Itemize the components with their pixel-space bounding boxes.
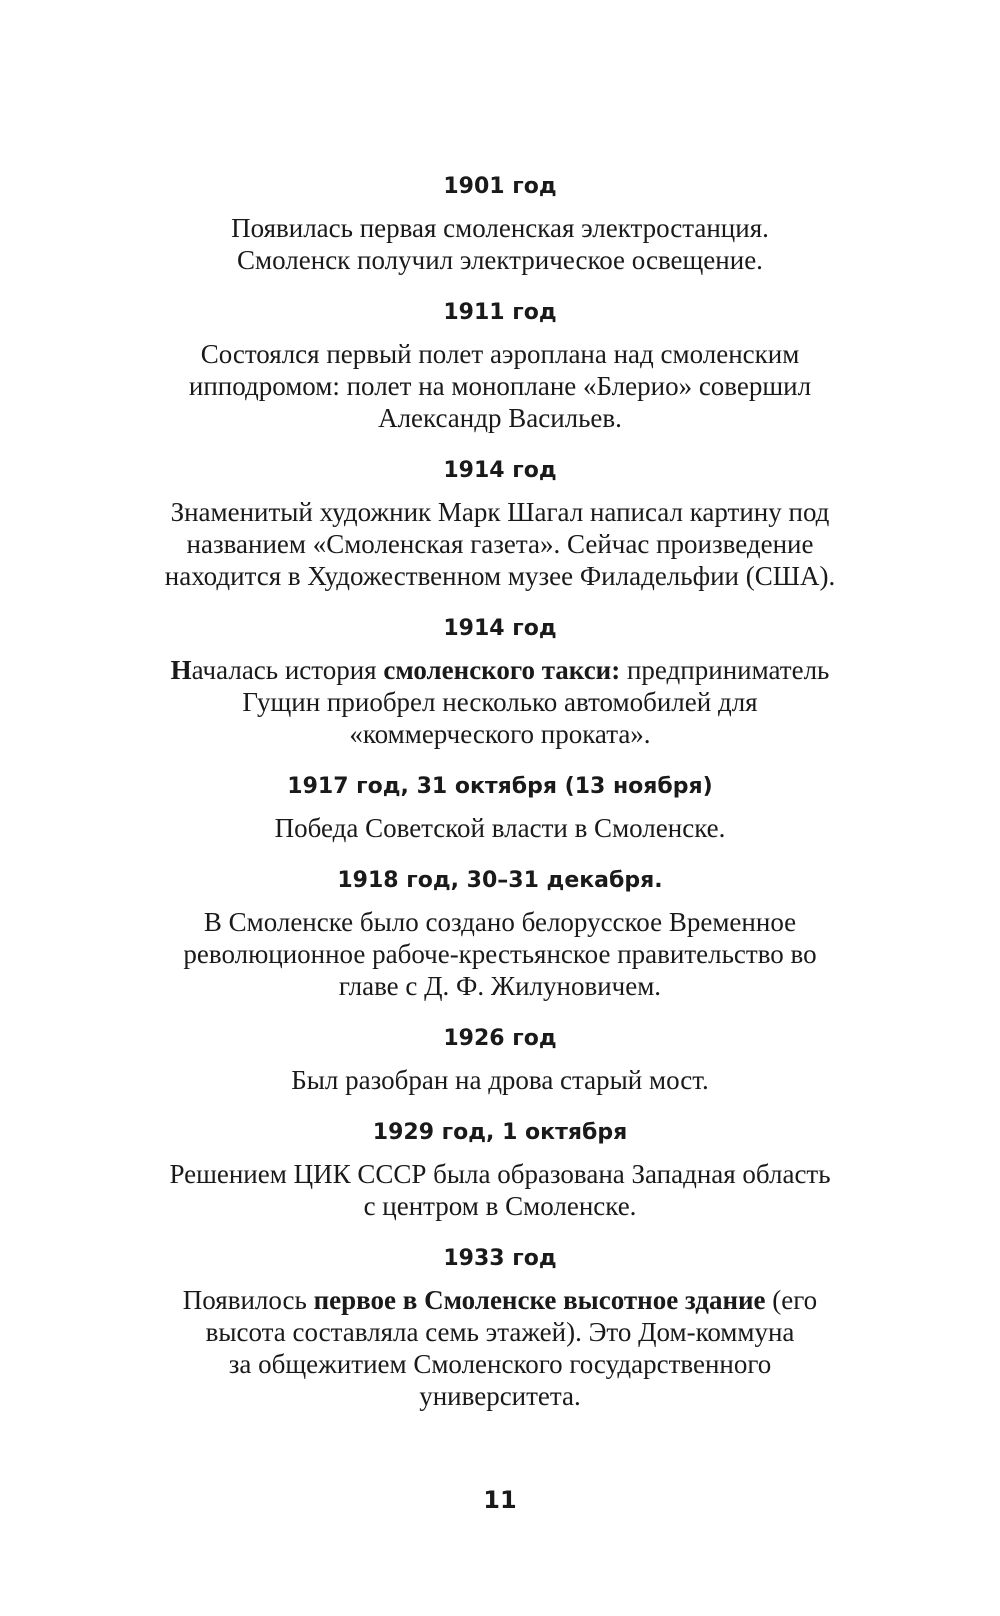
entry-text [100, 906, 900, 1002]
text-line: Знаменитый художник Марк Шагал написал картину под [170, 497, 830, 527]
entry-text [100, 338, 900, 434]
text-line: революционное рабоче-крестьянское правительство во [183, 939, 817, 969]
text-line: В Смоленске было создано белорусское Временное [203, 907, 797, 937]
entry-1911 [100, 298, 900, 434]
text-line: Смоленск получил электрическое освещение. [237, 245, 763, 275]
entry-heading: 1901 год [443, 174, 557, 199]
entry-heading: 1926 год [443, 1026, 557, 1051]
entry-1917 [100, 772, 900, 844]
entry-1914-chagall [100, 456, 900, 592]
text-line: ипподромом: полет на моноплане «Блерио» совершил [188, 371, 812, 401]
text-line: Состоялся первый полет аэроплана над смоленским [200, 339, 800, 369]
entry-1926 [100, 1024, 900, 1096]
entry-heading: 1918 год, 30–31 декабря. [337, 868, 663, 893]
text-line: Появилось первое в Смоленске высотное здание (его [182, 1285, 818, 1315]
text-line: за общежитием Смоленского государственного [228, 1349, 772, 1379]
text-line: университета. [419, 1381, 581, 1411]
text-line: Появилась первая смоленская электростанция. [231, 213, 769, 243]
entry-text [100, 1158, 900, 1222]
text-line: названием «Смоленская газета». Сейчас произведение [186, 529, 814, 559]
text-line: Гущин приобрел несколько автомобилей для [242, 687, 758, 717]
entry-text [100, 1284, 900, 1412]
entry-text [100, 1064, 900, 1096]
text-line: Решением ЦИК СССР была образована Западная область [169, 1159, 831, 1189]
text-line: главе с Д. Ф. Жилуновичем. [338, 971, 662, 1001]
entry-1929 [100, 1118, 900, 1222]
entry-heading: 1929 год, 1 октября [372, 1120, 628, 1145]
text-line: «коммерческого проката». [349, 719, 651, 749]
entry-heading: 1933 год [443, 1246, 557, 1271]
text-line: Александр Васильев. [378, 403, 622, 433]
entry-text [100, 212, 900, 276]
entry-1914-taxi [100, 614, 900, 750]
entry-heading: 1914 год [443, 616, 557, 641]
entry-heading: 1914 год [443, 458, 557, 483]
entry-heading: 1917 год, 31 октября (13 ноября) [287, 774, 713, 799]
entry-heading: 1911 год [443, 300, 557, 325]
text-line: находится в Художественном музее Филадельфии (США). [164, 561, 836, 591]
entry-1901 [100, 172, 900, 276]
chronology-list [100, 172, 900, 1434]
text-line: Был разобран на дрова старый мост. [291, 1065, 709, 1095]
text-line: с центром в Смоленске. [363, 1191, 637, 1221]
entry-text [100, 496, 900, 592]
page-number: 11 [483, 1486, 517, 1514]
text-line: Началась история смоленского такси: предприниматель [170, 655, 830, 685]
entry-1918 [100, 866, 900, 1002]
text-line: высота составляла семь этажей). Это Дом-коммуна [205, 1317, 795, 1347]
entry-text [100, 654, 900, 750]
entry-1933 [100, 1244, 900, 1412]
entry-text [100, 812, 900, 844]
text-line: Победа Советской власти в Смоленске. [274, 813, 726, 843]
